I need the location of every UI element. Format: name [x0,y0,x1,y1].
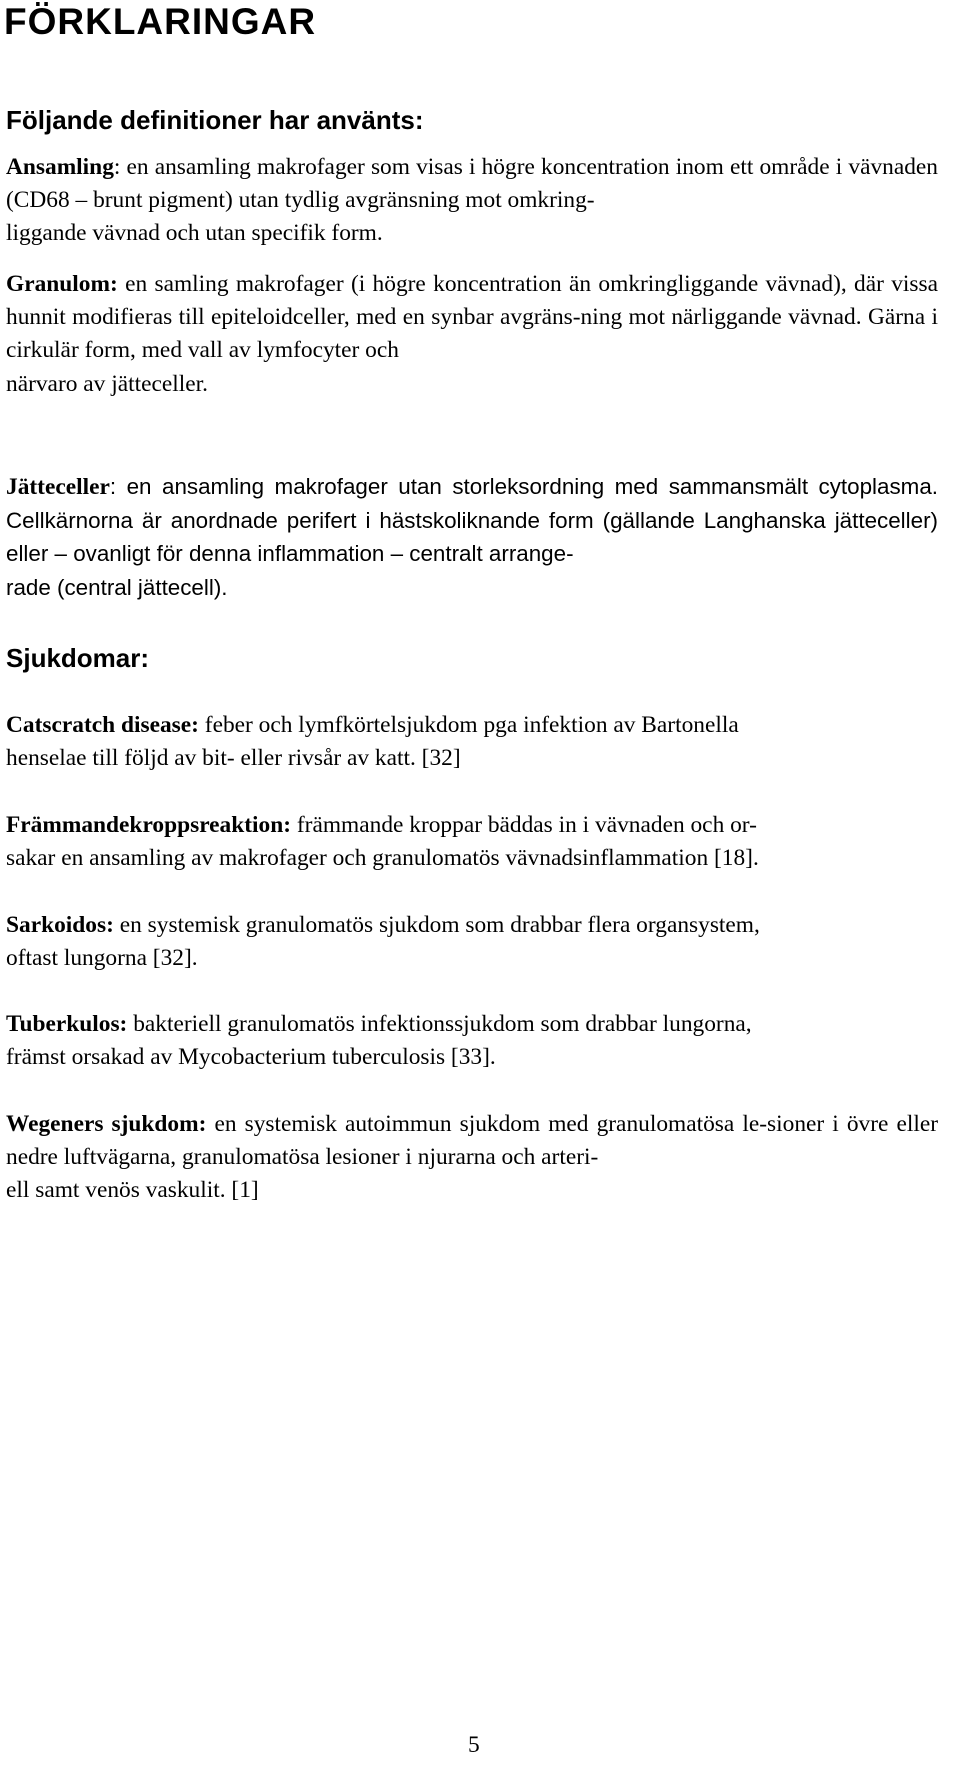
disease-frammandekroppsreaktion [6,809,938,875]
disease-sarkoidos [6,909,938,975]
disease-text-end: ell samt venös vaskulit. [1] [6,1177,259,1204]
disease-term: Tuberkulos: [6,1011,128,1037]
disease-text: feber och lymfkörtelsjukdom pga infektion av Bartonella [198,712,739,738]
page-title: FÖRKLARINGAR [4,1,317,42]
definition-granulom [6,268,938,401]
definition-text-end: närvaro av jätteceller. [6,370,208,397]
disease-text: bakteriell granulomatös infektionssjukdom som drabbar lungorna, [127,1011,752,1037]
disease-text: en systemisk autoimmun sjukdom med granulomatösa le-sioner i övre eller nedre luftvägarna, granulomatösa lesioner i njurarna och arteri- [6,1111,939,1171]
definition-text: en ansamling makrofager utan storleksordning med sammansmält cytoplasma. Cellkärnorna är anordnade perifert i hästskoliknande form (gällande Langhanska jätteceller) eller – ovanligt för denna inflammation – centralt arrange- [6,474,938,567]
disease-text-end: sakar en ansamling av makrofager och granulomatös vävnadsinflammation [18]. [6,845,759,872]
definition-term: Granulom: [6,271,118,297]
definition-separator: : [109,474,117,499]
disease-term: Främmandekroppsreaktion: [6,812,292,838]
disease-term: Catscratch disease: [6,712,199,738]
disease-text-end: oftast lungorna [32]. [6,945,198,972]
disease-tuberkulos [6,1008,938,1074]
disease-text: främmande kroppar bäddas in i vävnaden och or- [291,812,757,838]
disease-wegeners [6,1108,938,1208]
definition-jatteceller [6,470,938,604]
page-number: 5 [468,1732,480,1758]
definition-text: en ansamling makrofager som visas i högre koncentration inom ett område i vävnaden (CD68 – brunt pigment) utan tydlig avgränsning mot omkring- [6,154,938,214]
definition-text: en samling makrofager (i högre koncentration än omkringliggande vävnad), där vissa hunnit modifieras till epiteloidceller, med en synbar avgräns-ning mot närliggande vävnad. Gärna i cirkulär form, med vall av lymfocyter och [6,271,938,364]
disease-text-end: henselae till följd av bit- eller rivsår av katt. [32] [6,745,461,772]
definition-text-end: liggande vävnad och utan specifik form. [6,220,383,247]
definition-separator: : [113,154,121,180]
disease-term: Sarkoidos: [6,912,114,938]
diseases-heading: Sjukdomar: [6,643,150,673]
definition-term: Ansamling [6,154,114,180]
definition-term: Jätteceller [6,474,110,500]
disease-term: Wegeners sjukdom: [6,1111,207,1137]
definitions-heading: Följande definitioner har använts: [6,105,424,135]
disease-catscratch [6,709,938,775]
disease-text-end: främst orsakad av Mycobacterium tuberculosis [33]. [6,1044,496,1071]
disease-text: en systemisk granulomatös sjukdom som drabbar flera organsystem, [113,912,760,938]
definition-ansamling [6,151,938,251]
definition-text-end: rade (central jättecell). [6,574,228,600]
